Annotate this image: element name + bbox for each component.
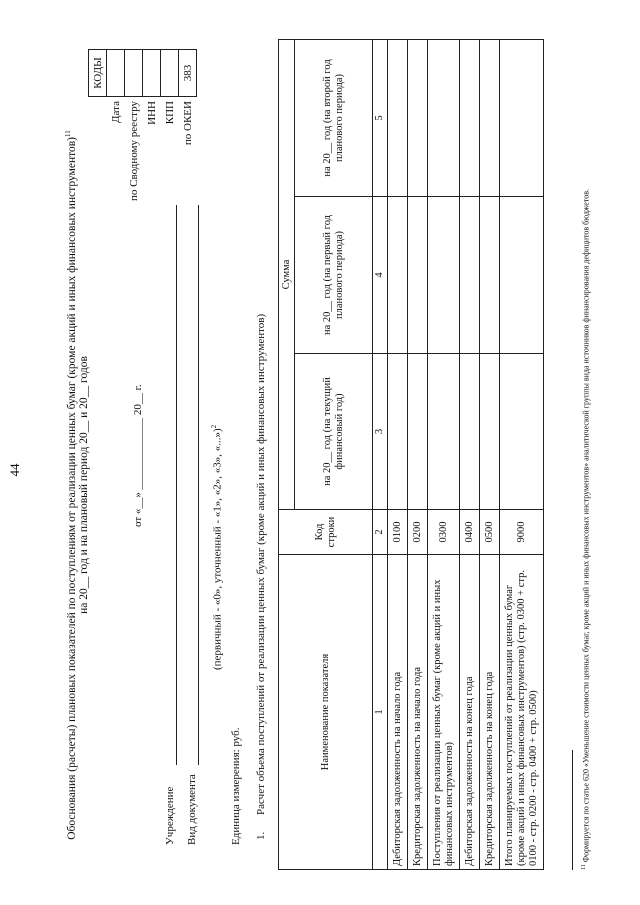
section-title: Расчет объема поступлений от реализации ценных бумаг (кроме акций и иных финансовых инструментов) bbox=[255, 313, 267, 815]
codes-header: КОДЫ bbox=[89, 50, 107, 97]
value-cell[interactable] bbox=[388, 39, 408, 196]
col-number: 5 bbox=[373, 39, 388, 196]
code-label-okei: по ОКЕИ bbox=[181, 101, 194, 146]
table-row-total bbox=[500, 39, 544, 869]
doc-type-input-line[interactable] bbox=[186, 205, 199, 765]
codes-header-row bbox=[89, 50, 107, 205]
value-cell[interactable] bbox=[428, 354, 460, 510]
value-cell[interactable] bbox=[388, 197, 408, 354]
form-date: от «__» _____________ 20__ г. bbox=[132, 384, 144, 527]
row-code: 0100 bbox=[388, 510, 408, 555]
col-header-name: Наименование показателя bbox=[279, 555, 373, 870]
revenue-table bbox=[278, 39, 544, 870]
row-code: 0400 bbox=[460, 510, 480, 555]
codes-row bbox=[143, 50, 161, 205]
section-number: 1. bbox=[255, 831, 267, 840]
col-header-code: Код строки bbox=[279, 510, 373, 555]
value-cell[interactable] bbox=[500, 197, 544, 354]
doc-type-note-text: (первичный - «0», уточненный - «1», «2», «3», «...») bbox=[211, 428, 224, 670]
value-cell[interactable] bbox=[460, 39, 480, 196]
table-row bbox=[408, 39, 428, 869]
doc-type-note bbox=[208, 425, 225, 670]
value-cell[interactable] bbox=[480, 197, 500, 354]
code-label-inn: ИНН bbox=[145, 101, 158, 125]
value-cell[interactable] bbox=[428, 197, 460, 354]
title-footnote-ref: 11 bbox=[64, 130, 72, 137]
row-code: 9000 bbox=[500, 510, 544, 555]
codes-row bbox=[125, 50, 143, 205]
unit-of-measure: Единица измерения: руб. bbox=[230, 727, 242, 845]
col-header-year2: на 20__ год (на первый год планового периода) bbox=[295, 197, 373, 354]
col-header-year3: на 20__ год (на второй год планового периода) bbox=[295, 39, 373, 196]
value-cell[interactable] bbox=[480, 354, 500, 510]
footnote-divider bbox=[572, 750, 573, 870]
row-name: Дебиторская задолженность на конец года bbox=[460, 555, 480, 870]
footnote bbox=[580, 40, 591, 870]
table-header-row bbox=[279, 39, 295, 869]
value-cell[interactable] bbox=[388, 354, 408, 510]
code-value-registry[interactable] bbox=[125, 50, 143, 97]
form-period: на 20__ год и на плановый период 20__ и 20__ годов bbox=[78, 356, 90, 614]
value-cell[interactable] bbox=[460, 354, 480, 510]
table-row bbox=[388, 39, 408, 869]
footnote-ref: 11 bbox=[581, 864, 587, 870]
value-cell[interactable] bbox=[408, 354, 428, 510]
table-row bbox=[428, 39, 460, 869]
code-value-inn[interactable] bbox=[143, 50, 161, 97]
codes-row bbox=[107, 50, 125, 205]
row-name: Кредиторская задолженность на начало года bbox=[408, 555, 428, 870]
value-cell[interactable] bbox=[408, 197, 428, 354]
value-cell[interactable] bbox=[460, 197, 480, 354]
table-row bbox=[480, 39, 500, 869]
table-colnum-row bbox=[373, 39, 388, 869]
code-label-date: Дата bbox=[109, 101, 122, 123]
form-title bbox=[62, 125, 79, 845]
col-number: 2 bbox=[373, 510, 388, 555]
value-cell[interactable] bbox=[500, 354, 544, 510]
codes-row bbox=[179, 50, 197, 205]
row-name: Дебиторская задолженность на начало года bbox=[388, 555, 408, 870]
row-name: Поступления от реализации ценных бумаг (кроме акций и иных финансовых инструментов) bbox=[428, 555, 460, 870]
col-header-year1: на 20__ год (на текущий финансовый год) bbox=[295, 354, 373, 510]
row-code: 0300 bbox=[428, 510, 460, 555]
code-value-kpp[interactable] bbox=[161, 50, 179, 97]
col-number: 4 bbox=[373, 197, 388, 354]
table-row bbox=[460, 39, 480, 869]
institution-label: Учреждение bbox=[164, 786, 176, 845]
code-value-date[interactable] bbox=[107, 50, 125, 97]
form-title-line1: Обоснования (расчеты) плановых показателей по поступлениям от реализации ценных бумаг (кроме акций и иных финансовых инструментов) bbox=[65, 136, 78, 840]
value-cell[interactable] bbox=[408, 39, 428, 196]
page-number: 44 bbox=[7, 463, 22, 477]
footnote-text: Формируется по статье 620 «Уменьшение стоимости ценных бумаг, кроме акций и иных финансовых инструментов» аналитической группы вида источников финансирования дефицитов бюджетов. bbox=[581, 188, 591, 863]
code-label-kpp: КПП bbox=[163, 101, 176, 125]
code-label-registry: по Сводному реестру bbox=[127, 101, 140, 201]
row-code: 0200 bbox=[408, 510, 428, 555]
value-cell[interactable] bbox=[500, 39, 544, 196]
doc-type-note-ref: 2 bbox=[210, 424, 218, 429]
doc-type-label: Вид документа bbox=[186, 774, 198, 845]
col-header-sum: Сумма bbox=[279, 39, 295, 509]
codes-box bbox=[88, 49, 197, 205]
row-name: Итого планируемых поступлений от реализации ценных бумаг (кроме акций и иных финансовых инструментов) (стр. 0300 + стр. 0100 - стр. 0200 - стр. 0400 + стр. 0500) bbox=[500, 555, 544, 870]
value-cell[interactable] bbox=[428, 39, 460, 196]
col-number: 1 bbox=[373, 555, 388, 870]
code-value-okei[interactable]: 383 bbox=[179, 50, 197, 97]
value-cell[interactable] bbox=[480, 39, 500, 196]
row-name: Кредиторская задолженность на конец года bbox=[480, 555, 500, 870]
institution-input-line[interactable] bbox=[164, 205, 177, 765]
row-code: 0500 bbox=[480, 510, 500, 555]
col-number: 3 bbox=[373, 354, 388, 510]
codes-row bbox=[161, 50, 179, 205]
